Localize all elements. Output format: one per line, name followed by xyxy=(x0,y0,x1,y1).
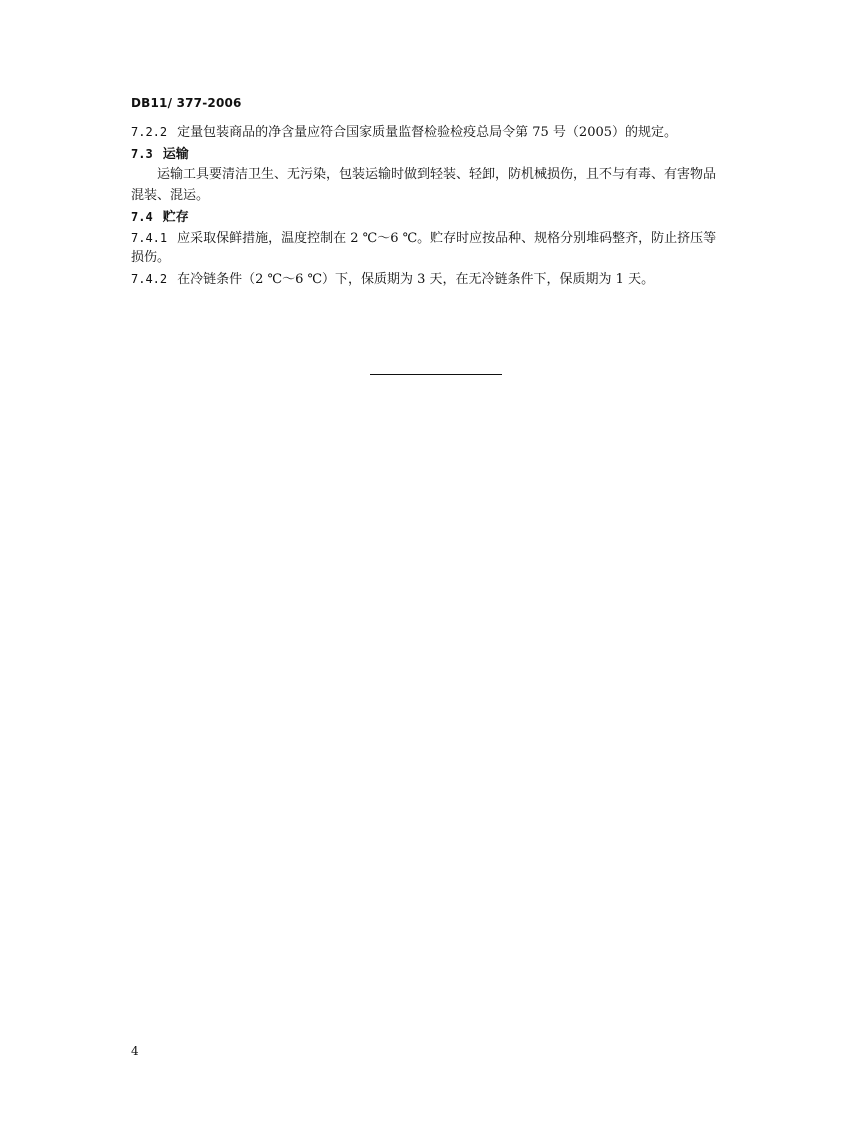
section-title: 运输 xyxy=(162,147,189,162)
clause-7-4-1-line-1 xyxy=(131,230,757,247)
clause-number: 7.4.1 xyxy=(131,231,168,245)
section-number: 7.4 xyxy=(131,210,153,224)
clause-7-2-2 xyxy=(131,124,757,141)
document-code-header: DB11/ 377-2006 xyxy=(131,96,242,110)
clause-text: 应采取保鲜措施，温度控制在 2 ℃～6 ℃。贮存时应按品种、规格分别堆码整齐，防止挤压等 xyxy=(177,231,717,246)
clause-number: 7.4.2 xyxy=(131,272,168,286)
section-title: 贮存 xyxy=(162,210,189,225)
paragraph-7-3-line-1: 运输工具要清洁卫生、无污染，包装运输时做到轻装、轻卸，防机械损伤，且不与有毒、有害物品 xyxy=(157,167,717,182)
section-heading-7-3 xyxy=(131,146,757,163)
clause-text: 定量包装商品的净含量应符合国家质量监督检验检疫总局令第 75 号（2005）的规定。 xyxy=(177,125,678,140)
paragraph-7-3-line-2: 混装、混运。 xyxy=(131,188,210,203)
page-number: 4 xyxy=(131,1044,139,1058)
clause-7-4-2 xyxy=(131,271,757,288)
end-of-document-rule xyxy=(370,374,502,375)
clause-text: 在冷链条件（2 ℃～6 ℃）下，保质期为 3 天，在无冷链条件下，保质期为 1 天。 xyxy=(177,272,655,287)
clause-number: 7.2.2 xyxy=(131,125,168,139)
section-heading-7-4 xyxy=(131,209,757,226)
clause-7-4-1-line-2: 损伤。 xyxy=(131,250,171,265)
section-number: 7.3 xyxy=(131,147,153,161)
